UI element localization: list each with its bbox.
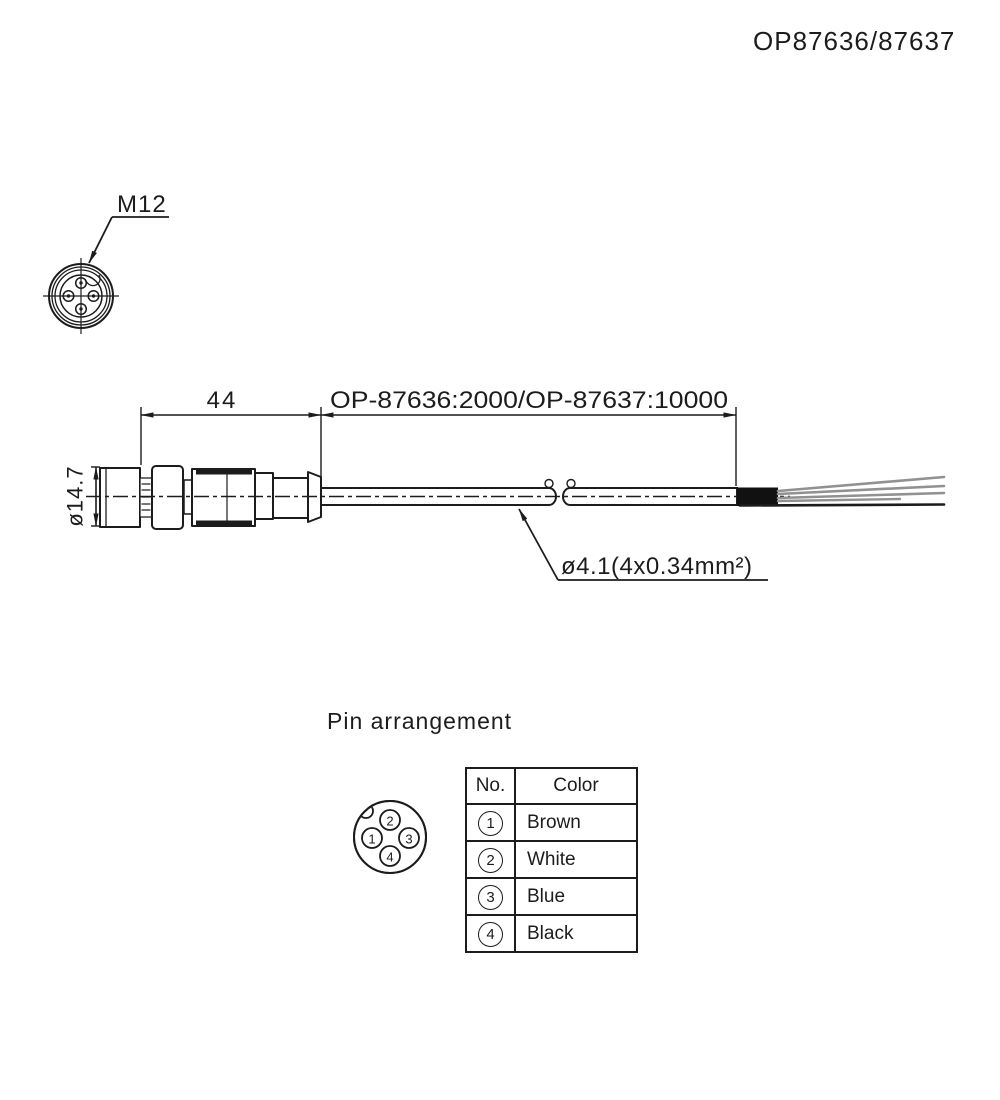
- thread-size-label: M12: [117, 191, 167, 218]
- pin-no-badge: 3: [478, 885, 503, 910]
- pin-number-4: 4: [386, 849, 394, 865]
- pin-color-value: Blue: [515, 878, 637, 915]
- pin-number-3: 3: [405, 831, 413, 847]
- pin-color-table: [465, 767, 638, 953]
- cable-side-view: [50, 370, 960, 600]
- pin-arrangement-diagram: [340, 790, 445, 885]
- table-row: [466, 804, 637, 841]
- cable-spec-callout: [519, 509, 768, 580]
- header-no: No.: [466, 768, 515, 804]
- table-header-row: [466, 768, 637, 804]
- pin-no-badge: 4: [478, 922, 503, 947]
- pin-no-badge: 2: [478, 848, 503, 873]
- dim-cable-length-text: OP-87636:2000/OP-87637:10000: [330, 387, 728, 414]
- part-number-title: OP87636/87637: [753, 26, 956, 56]
- pin-number-1: 1: [368, 831, 376, 847]
- dim-cable-length: [321, 387, 736, 486]
- connector-front-view: [30, 180, 210, 355]
- cable-spec-text: ø4.1(4x0.34mm²): [561, 553, 753, 580]
- dim-connector-length-text: 44: [206, 387, 238, 414]
- pin-color-value: Brown: [515, 804, 637, 841]
- break-mark-right: [567, 480, 575, 488]
- cable: [321, 480, 737, 506]
- pin-no-badge: 1: [478, 811, 503, 836]
- pin-arrangement-heading: Pin arrangement: [327, 708, 513, 734]
- pin-color-value: Black: [515, 915, 637, 952]
- pin-number-2: 2: [386, 813, 394, 829]
- table-row: [466, 915, 637, 952]
- break-mark-left: [545, 480, 553, 488]
- table-row: [466, 841, 637, 878]
- header-color: Color: [515, 768, 637, 804]
- dim-diameter-text: ø14.7: [62, 465, 88, 527]
- connector-body: [100, 466, 321, 529]
- label-leader-line: [89, 217, 112, 263]
- table-row: [466, 878, 637, 915]
- cable-tape-end: [737, 488, 778, 507]
- pin-color-value: White: [515, 841, 637, 878]
